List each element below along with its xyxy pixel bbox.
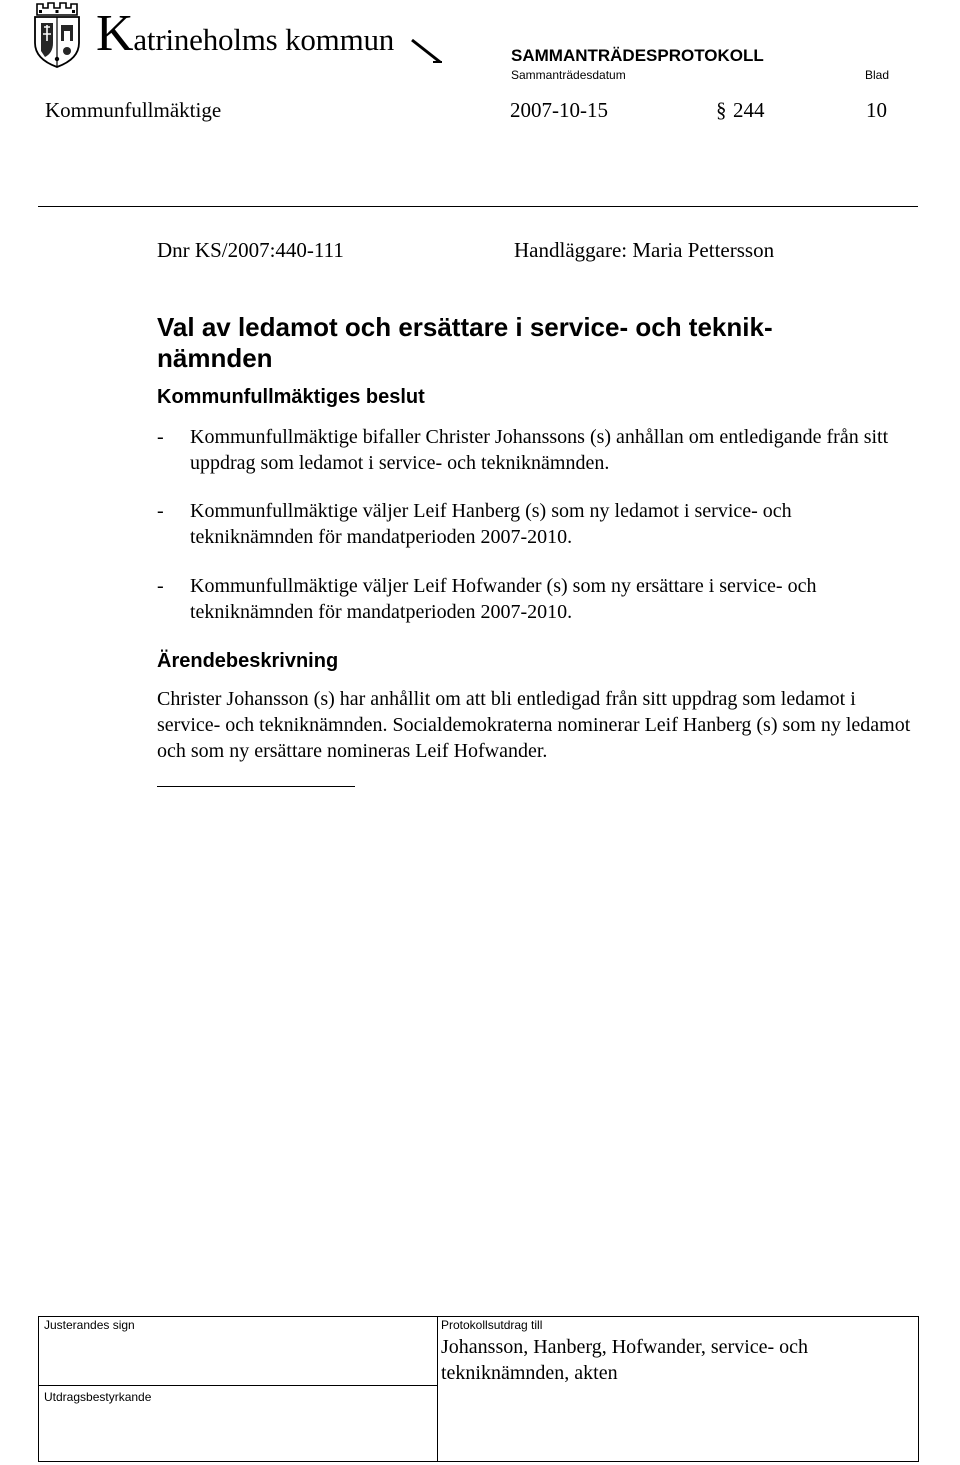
header-divider (38, 206, 918, 207)
paragraph-number: 244 (733, 98, 765, 122)
case-title-line-1: Val av ledamot och ersättare i service- och teknik- (157, 312, 773, 342)
case-title (157, 312, 857, 374)
page-label: Blad (865, 68, 890, 82)
paragraph-sign: § (716, 98, 727, 122)
case-title-line-2: nämnden (157, 343, 273, 373)
page-number: 10 (866, 98, 887, 122)
case-number: Dnr KS/2007:440-111 (157, 238, 344, 262)
decision-text: Kommunfullmäktige väljer Leif Hanberg (s) som ny ledamot i service- och tekniknämnden för mandatperioden 2007-2010. (190, 500, 792, 548)
list-dash: - (157, 426, 164, 448)
governing-body: Kommunfullmäktige (45, 98, 222, 122)
decision-item (157, 573, 897, 625)
meeting-date: 2007-10-15 (510, 98, 608, 122)
list-dash: - (157, 575, 164, 597)
decision-item (157, 424, 897, 476)
organization-name (96, 5, 395, 62)
decision-text: Kommunfullmäktige bifaller Christer Johanssons (s) anhållan om entledigande från sitt uppdrag som ledamot i service- och tekniknämnden. (190, 426, 889, 474)
case-handler: Handläggare: Maria Pettersson (514, 238, 775, 262)
decision-item (157, 498, 897, 550)
organization-name-rest: atrineholms kommun (133, 22, 395, 57)
end-of-section-rule (157, 786, 355, 787)
document-type: SAMMANTRÄDESPROTOKOLL (511, 46, 764, 65)
signature-label: Justerandes sign (44, 1318, 135, 1332)
decision-text: Kommunfullmäktige väljer Leif Hofwander (s) som ny ersättare i service- och tekniknämnden för mandatperioden 2007-2010. (190, 575, 817, 623)
extract-certification-label: Utdragsbestyrkande (44, 1390, 152, 1404)
distribution-list: Johansson, Hanberg, Hofwander, service- och tekniknämnden, akten (441, 1336, 809, 1384)
municipal-coat-of-arms-logo (31, 1, 83, 69)
case-description: Christer Johansson (s) har anhållit om att bli entledigad från sitt uppdrag som ledamot i service- och tekniknämnden. Socialdemokraterna nominerar Leif Hanberg (s) som ny ledamot och som ny ersättare nomineras Leif Hofwander. (157, 688, 911, 762)
decision-heading: Kommunfullmäktiges beslut (157, 386, 425, 408)
footer-row-divider (39, 1385, 437, 1386)
footer-column-divider (437, 1317, 438, 1461)
logo-slash-mark (411, 38, 443, 64)
description-heading: Ärendebeskrivning (157, 650, 339, 672)
meeting-date-label: Sammanträdesdatum (511, 68, 626, 82)
organization-initial: K (96, 5, 134, 62)
distribution-label: Protokollsutdrag till (441, 1318, 543, 1332)
list-dash: - (157, 500, 164, 522)
